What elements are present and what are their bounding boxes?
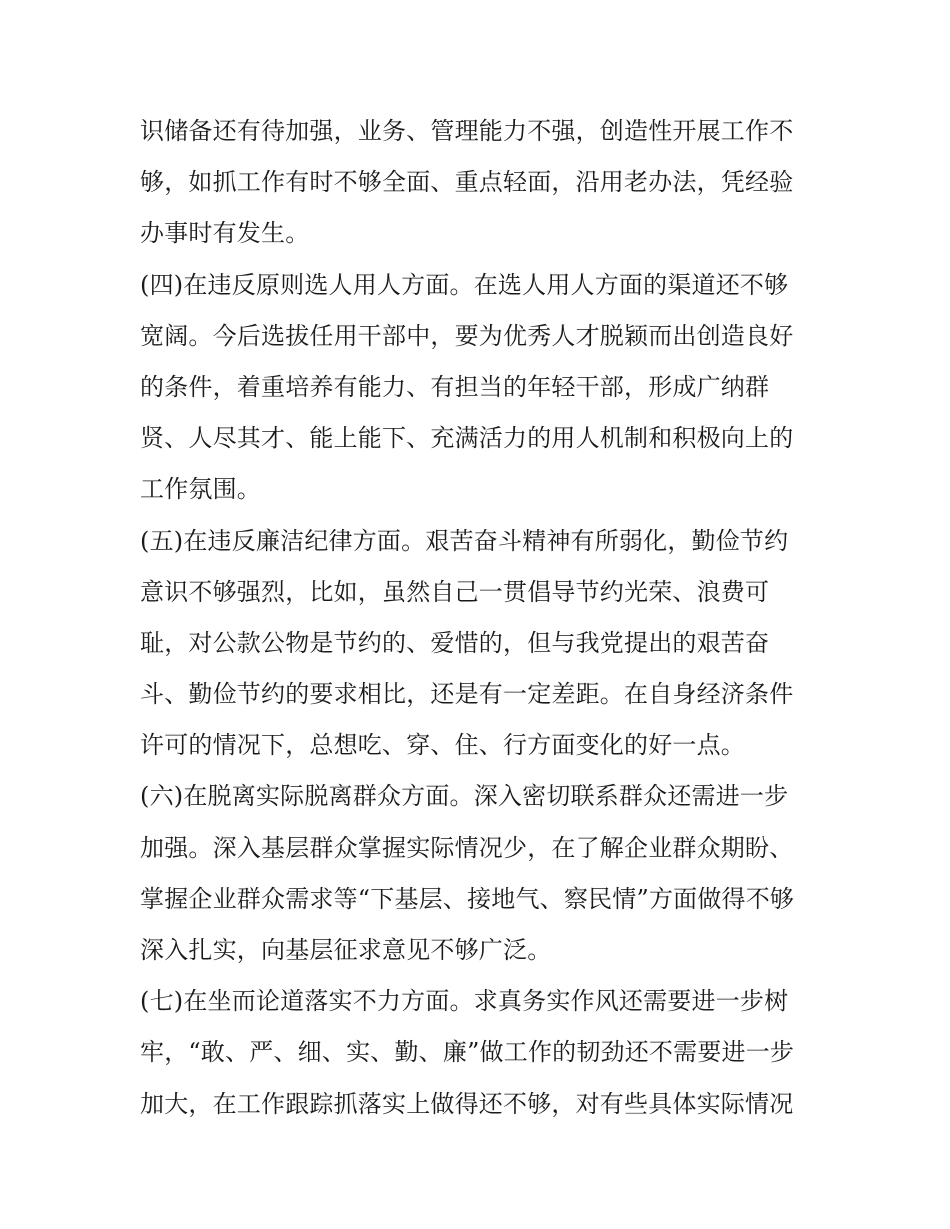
text-line: 加大，在工作跟踪抓落实上做得还不够，对有些具体实际情况 bbox=[140, 1089, 794, 1118]
text-line: 办事时有发生。 bbox=[140, 219, 310, 248]
text-line: 够，如抓工作有时不够全面、重点轻面，沿用老办法，凭经验 bbox=[140, 168, 794, 197]
text-line: 深入扎实，向基层征求意见不够广泛。 bbox=[140, 936, 552, 964]
text-line: 斗、勤俭节约的要求相比，还是有一定差距。在自身经济条件 bbox=[140, 680, 794, 709]
text-line: 牢，“敢、严、细、实、勤、廉”做工作的韧劲还不需要进一步 bbox=[140, 1038, 795, 1067]
text-line: (四)在违反原则选人用人方面。在选人用人方面的渠道还不够 bbox=[140, 270, 789, 299]
text-line: 宽阔。今后选拔任用干部中，要为优秀人才脱颖而出创造良好 bbox=[140, 321, 794, 350]
text-line: 的条件，着重培养有能力、有担当的年轻干部，形成广纳群 bbox=[140, 372, 770, 401]
document-body bbox=[140, 106, 820, 1130]
text-line: 意识不够强烈，比如，虽然自己一贯倡导节约光荣、浪费可 bbox=[140, 577, 770, 606]
text-line: (七)在坐而论道落实不力方面。求真务实作风还需要进一步树 bbox=[140, 987, 789, 1016]
text-line: (五)在违反廉洁纪律方面。艰苦奋斗精神有所弱化，勤俭节约 bbox=[140, 526, 789, 555]
text-line: (六)在脱离实际脱离群众方面。深入密切联系群众还需进一步 bbox=[140, 782, 789, 811]
text-line: 加强。深入基层群众掌握实际情况少，在了解企业群众期盼、 bbox=[140, 833, 794, 862]
text-line: 掌握企业群众需求等“下基层、接地气、察民情”方面做得不够 bbox=[140, 884, 795, 913]
text-line: 贤、人尽其才、能上能下、充满活力的用人机制和积极向上的 bbox=[140, 424, 794, 453]
text-line: 耻，对公款公物是节约的、爱惜的，但与我党提出的艰苦奋 bbox=[140, 628, 770, 657]
text-line: 工作氛围。 bbox=[140, 475, 261, 504]
text-line: 许可的情况下，总想吃、穿、住、行方面变化的好一点。 bbox=[140, 731, 745, 760]
text-line: 识储备还有待加强，业务、管理能力不强，创造性开展工作不 bbox=[140, 117, 794, 145]
